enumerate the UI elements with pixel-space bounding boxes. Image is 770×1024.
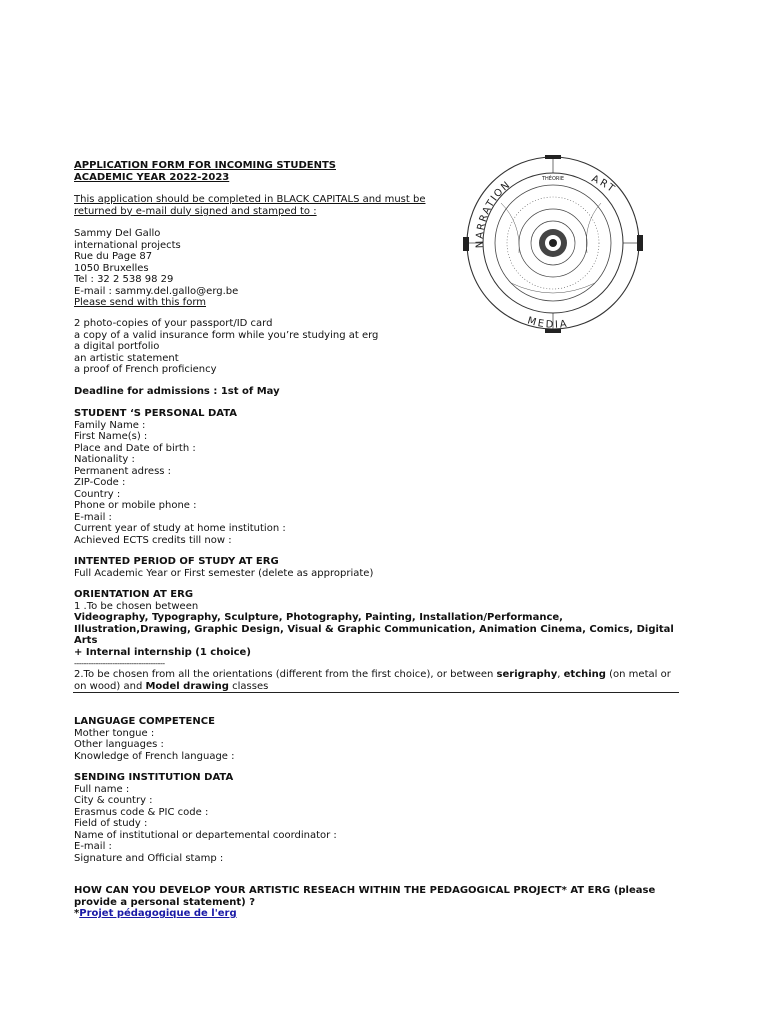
dash-separator: -------------------------------------- [74,659,165,668]
contact-street: Rue du Page 87 [74,251,153,262]
field-label: Full name : [74,783,130,795]
send-note: Please send with this form [74,297,206,308]
field-label: Family Name : [74,419,146,431]
field-label: E-mail : [74,841,112,852]
form-title-line2: ACADEMIC YEAR 2022-2023 [74,171,230,183]
field-label: Mother tongue : [74,727,155,739]
field-label: Place and Date of birth : [74,442,196,454]
document-item: an artistic statement [74,352,179,364]
field-label: E-mail : [74,511,112,523]
choice1-intro: 1 .To be chosen between [74,600,199,612]
contact-city: 1050 Bruxelles [74,262,149,274]
section-heading: INTENTED PERIOD OF STUDY AT ERG [74,556,279,567]
project-link-line: *Projet pédagogique de l'erg [74,908,237,919]
erg-seal-icon [461,153,646,335]
contact-dept: international projects [74,239,181,251]
field-label: Current year of study at home institution : [74,523,286,534]
seal-narration: NARRATION [474,179,514,249]
field-label: Name of institutional or departemental coordinator : [74,829,337,841]
language-section [74,716,678,762]
section-heading: SENDING INSTITUTION DATA [74,772,234,783]
choice2-text: 2.To be chosen from all the orientations (different from the first choice), or between serigraphy, etching (on metal or on wood) and Model drawing classes [74,669,671,692]
document-item: a copy of a valid insurance form while you’re studying at erg [74,329,379,341]
section-heading: STUDENT ‘S PERSONAL DATA [74,408,238,419]
field-label: Achieved ECTS credits till now : [74,534,232,546]
form-title-line1: APPLICATION FORM FOR INCOMING STUDENTS [74,160,336,171]
seal-theorie: THÉORIE [541,176,565,182]
contact-name: Sammy Del Gallo [74,228,161,239]
contact-tel: Tel : 32 2 538 98 29 [74,274,174,285]
choice1-list: Videography, Typography, Sculpture, Photography, Painting, Installation/Performance, Illustration,Drawing, Graphic Design, Visual & Graphic Communication, Animation Cinema, Comics, Digital Arts [74,612,674,646]
pedagogical-project-link[interactable]: Projet pédagogique de l'erg [79,908,237,919]
field-label: Knowledge of French language : [74,750,235,762]
field-label: ZIP-Code : [74,477,126,488]
erg-seal-logo [461,153,646,335]
internship-note: + Internal internship (1 choice) [74,646,251,658]
orientation-section [74,589,678,692]
personal-data-section [74,408,678,546]
field-label: Phone or mobile phone : [74,500,197,511]
instruction-text: This application should be completed in BLACK CAPITALS and must be returned by e-mail duly signed and stamped to : [74,194,426,217]
svg-text:NARRATION [475,179,514,248]
section-divider [73,692,679,693]
document-item: a digital portfolio [74,341,160,352]
document-item: a proof of French proficiency [74,364,217,375]
field-label: First Name(s) : [74,431,148,442]
section-heading: LANGUAGE COMPETENCE [74,716,215,727]
study-period-section [74,556,678,579]
field-label: Country : [74,488,121,500]
svg-text:ART [590,173,618,195]
field-label: Nationality : [74,454,135,465]
document-item: 2 photo-copies of your passport/ID card [74,318,273,329]
contact-email: E-mail : sammy.del.gallo@erg.be [74,285,239,297]
period-text: Full Academic Year or First semester (delete as appropriate) [74,567,374,579]
sending-institution-section [74,772,678,864]
seal-media: MEDIA [526,315,570,331]
field-label: Field of study : [74,818,148,829]
seal-art: ART [589,173,618,196]
field-label: Other languages : [74,739,164,750]
research-section [74,885,678,920]
field-label: City & country : [74,795,153,806]
field-label: Signature and Official stamp : [74,852,224,864]
svg-text:MEDIA [526,315,569,330]
deadline: Deadline for admissions : 1st of May [74,386,280,397]
field-label: Erasmus code & PIC code : [74,806,209,818]
research-question: HOW CAN YOU DEVELOP YOUR ARTISTIC RESEACH WITHIN THE PEDAGOGICAL PROJECT* AT ERG (please provide a personal statement) ? [74,885,656,908]
field-label: Permanent adress : [74,465,172,477]
section-heading: ORIENTATION AT ERG [74,589,194,600]
